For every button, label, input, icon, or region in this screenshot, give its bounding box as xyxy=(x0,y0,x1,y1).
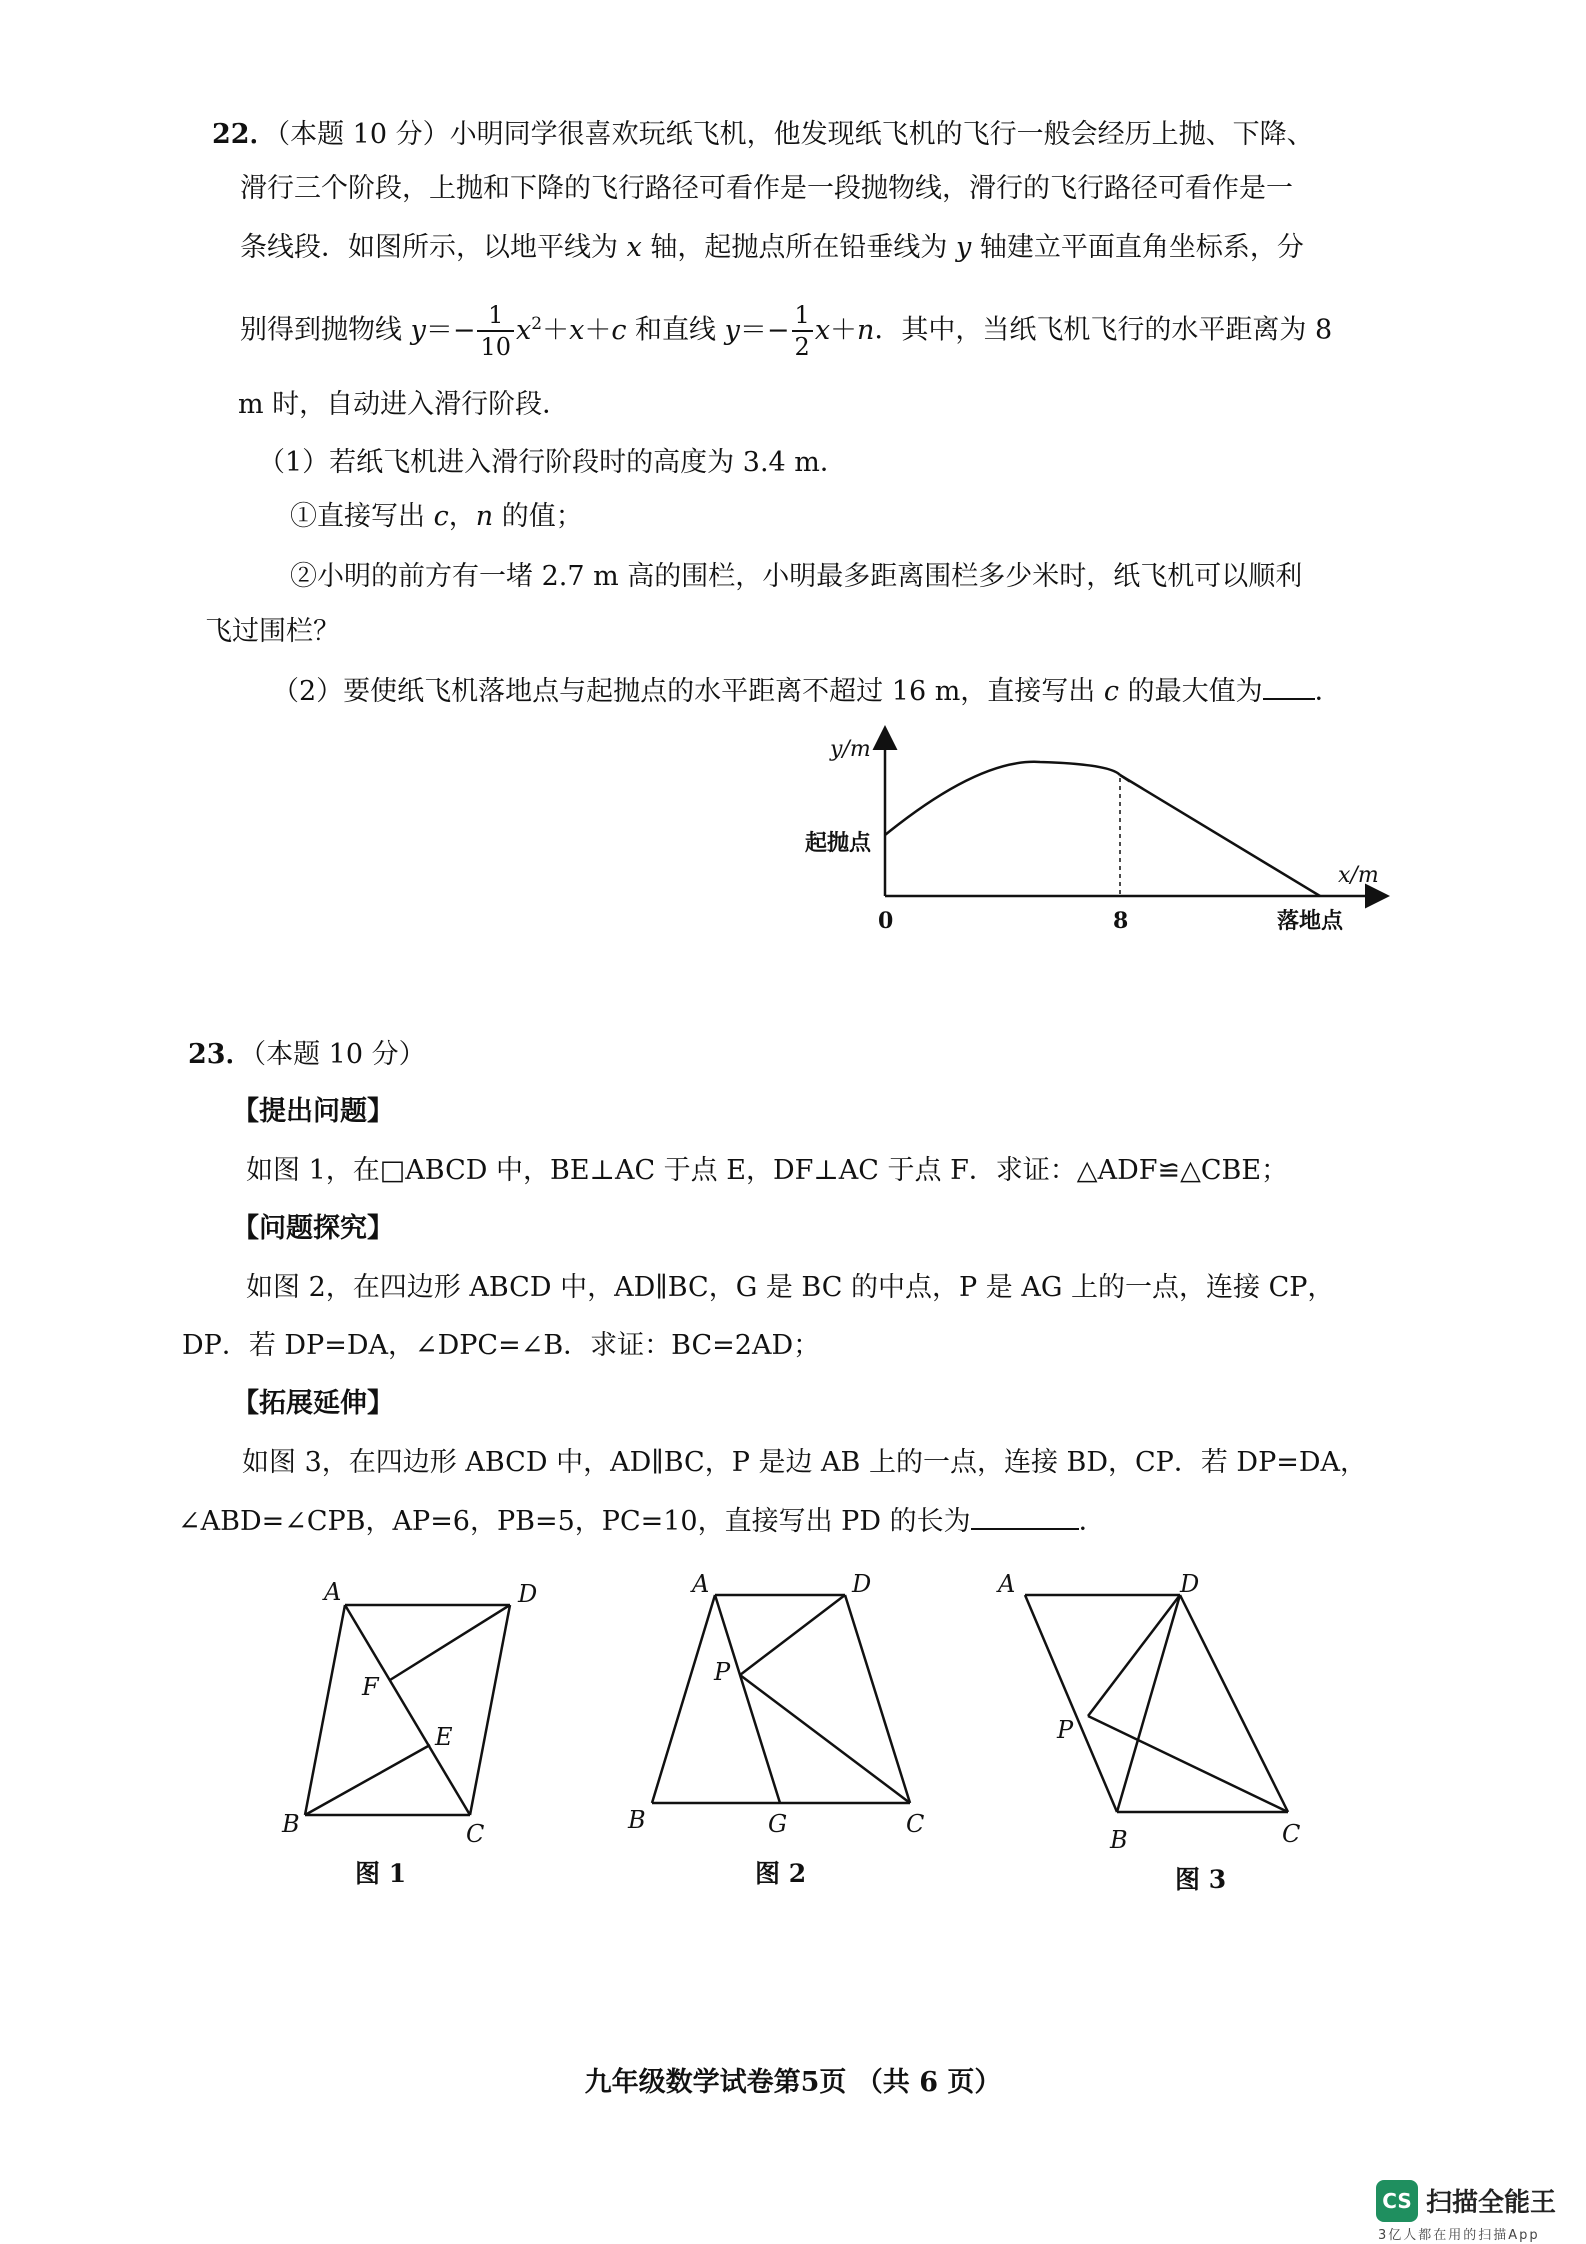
answer-blank-c[interactable] xyxy=(1263,698,1315,700)
q22-text-p2a: （2）要使纸飞机落地点与起抛点的水平距离不超过 16 m，直接写出 xyxy=(272,676,1096,707)
fig2-side-dc xyxy=(845,1595,910,1803)
q22-part2: （2）要使纸飞机落地点与起抛点的水平距离不超过 16 m，直接写出 c 的最大值为 ． xyxy=(272,676,1342,707)
q22-text-3a: 条线段．如图所示，以地平线为 xyxy=(240,232,618,263)
q22-text-3c: 轴建立平面直角坐标系，分 xyxy=(979,232,1304,263)
q23-text-s3b: ∠ABD=∠CPB，AP=6，PB=5，PC=10，直接写出 PD 的长为 xyxy=(178,1506,971,1537)
fig3-label-p: P xyxy=(1057,1716,1074,1744)
var-x: x xyxy=(618,232,651,263)
q22-line2: 滑行三个阶段，上抛和下降的飞行路径可看作是一段抛物线，滑行的飞行路径可看作是一 xyxy=(240,173,1293,204)
x-axis-label: x/m xyxy=(1338,863,1379,888)
var-y: y xyxy=(947,232,980,263)
fig2-caption: 图 2 xyxy=(755,1859,807,1888)
q22-part1: （1）若纸飞机进入滑行阶段时的高度为 3.4 m． xyxy=(258,447,847,478)
fig1-side-ba xyxy=(305,1605,345,1815)
q22-text-p11b: 的值； xyxy=(501,501,583,532)
fig3-caption: 图 3 xyxy=(1175,1865,1227,1894)
fig2-label-d: D xyxy=(852,1570,872,1598)
q23-section-2: 【问题探究】 xyxy=(232,1213,394,1244)
fig3-label-a: A xyxy=(998,1570,1016,1598)
q23-section-1: 【提出问题】 xyxy=(232,1096,394,1127)
q22-text-p11a: ①直接写出 xyxy=(290,501,425,532)
q23-s2-line1: 如图 2，在四边形 ABCD 中，AD∥BC，G 是 BC 的中点，P 是 AG 上的一点，连接 CP， xyxy=(246,1272,1335,1303)
fig2-side-ba xyxy=(652,1595,715,1803)
tick-8-label: 8 xyxy=(1113,908,1129,934)
fig1-side-dc xyxy=(470,1605,510,1815)
q23-score: （本题 10 分） xyxy=(252,1039,426,1070)
q22-number: 22． xyxy=(212,119,277,150)
fig2-label-c: C xyxy=(906,1810,925,1838)
flight-graph xyxy=(790,720,1390,950)
answer-blank-pd[interactable] xyxy=(971,1528,1079,1530)
page-footer: 九年级数学试卷第5页 （共 6 页） xyxy=(584,2067,1002,2098)
fig3-label-b: B xyxy=(1110,1826,1128,1854)
q23-s2-line2: DP．若 DP=DA，∠DPC=∠B．求证：BC=2AD； xyxy=(182,1330,821,1361)
origin-label: 0 xyxy=(878,908,894,934)
fig1-segment-df xyxy=(390,1605,510,1680)
fig1-label-c: C xyxy=(466,1820,485,1848)
fig3-segment-bd xyxy=(1117,1595,1180,1812)
q22-text-3b: 轴，起抛点所在铅垂线为 xyxy=(650,232,948,263)
glide-segment xyxy=(1120,775,1320,896)
q23-section-3: 【拓展延伸】 xyxy=(232,1388,394,1419)
q23-number: 23． xyxy=(188,1039,253,1070)
fig1-label-f: F xyxy=(362,1673,379,1701)
fig3-side-ba xyxy=(1025,1595,1117,1812)
q23-header xyxy=(188,1035,426,1075)
q22-text-4c: ．其中，当纸飞机飞行的水平距离为 8 xyxy=(874,314,1333,346)
q22-line1 xyxy=(212,115,1314,155)
fig2-segment-pc xyxy=(740,1675,910,1803)
parabola-curve xyxy=(885,762,1120,835)
fig2-label-a: A xyxy=(692,1570,710,1598)
fig3-segment-pc xyxy=(1088,1716,1288,1812)
q22-text-1: 小明同学很喜欢玩纸飞机，他发现纸飞机的飞行一般会经历上抛、下降、 xyxy=(449,119,1314,150)
fig1-label-a: A xyxy=(324,1578,342,1606)
parabola-formula: y＝− $\frac{1}{10}$ $x^2+x+c$ xyxy=(410,301,627,361)
fig3-label-d: D xyxy=(1180,1570,1200,1598)
fig3-side-dc xyxy=(1180,1595,1288,1812)
q22-line3 xyxy=(240,228,1304,268)
landing-label: 落地点 xyxy=(1277,908,1344,934)
figure-2 xyxy=(620,1570,925,1900)
q23-s3-line2: ∠ABD=∠CPB，AP=6，PB=5，PC=10，直接写出 PD 的长为 ． xyxy=(178,1506,1106,1537)
q22-text-4b: 和直线 xyxy=(635,314,717,346)
fig1-label-b: B xyxy=(282,1810,300,1838)
q22-part1-1: ①直接写出 c，n 的值； xyxy=(290,501,583,532)
fig1-segment-be xyxy=(305,1745,430,1815)
y-axis-label: y/m xyxy=(830,737,871,762)
start-point-label: 起抛点 xyxy=(805,830,872,856)
q22-part1-2: ②小明的前方有一堵 2.7 m 高的围栏，小明最多距离围栏多少米时，纸飞机可以顺利 xyxy=(290,561,1303,592)
fig2-label-b: B xyxy=(628,1806,646,1834)
q22-line4 xyxy=(240,300,1332,362)
fig2-segment-dp xyxy=(740,1595,845,1675)
fig1-label-d: D xyxy=(518,1580,538,1608)
scanner-app-name: 扫描全能王 xyxy=(1426,2188,1557,2218)
figure-3 xyxy=(980,1570,1300,1910)
camscanner-logo-icon: CS xyxy=(1376,2180,1418,2222)
q23-s3-line1: 如图 3，在四边形 ABCD 中，AD∥BC，P 是边 AB 上的一点，连接 BD，CP．若 DP=DA， xyxy=(242,1447,1368,1478)
fig2-label-g: G xyxy=(768,1810,788,1838)
fig2-label-p: P xyxy=(714,1658,731,1686)
fig1-label-e: E xyxy=(435,1723,453,1751)
line-formula: y＝− $\frac{1}{2}$ x＋n xyxy=(724,301,875,361)
q22-score: （本题 10 分） xyxy=(276,119,450,150)
q22-text-4a: 别得到抛物线 xyxy=(240,314,402,346)
q23-s1-text: 如图 1，在□ABCD 中，BE⊥AC 于点 E，DF⊥AC 于点 F．求证：△ADF≌△CBE； xyxy=(246,1155,1289,1186)
q22-line5: m 时，自动进入滑行阶段． xyxy=(238,389,570,420)
figure-1 xyxy=(270,1570,570,1900)
fig1-caption: 图 1 xyxy=(355,1859,407,1888)
fig3-segment-dp xyxy=(1088,1595,1180,1716)
q22-part1-2b: 飞过围栏？ xyxy=(205,616,340,647)
scanner-tagline: 3亿人都在用的扫描App xyxy=(1378,2228,1540,2243)
fig3-label-c: C xyxy=(1282,1820,1301,1848)
q22-text-p2b: 的最大值为 xyxy=(1127,676,1263,707)
